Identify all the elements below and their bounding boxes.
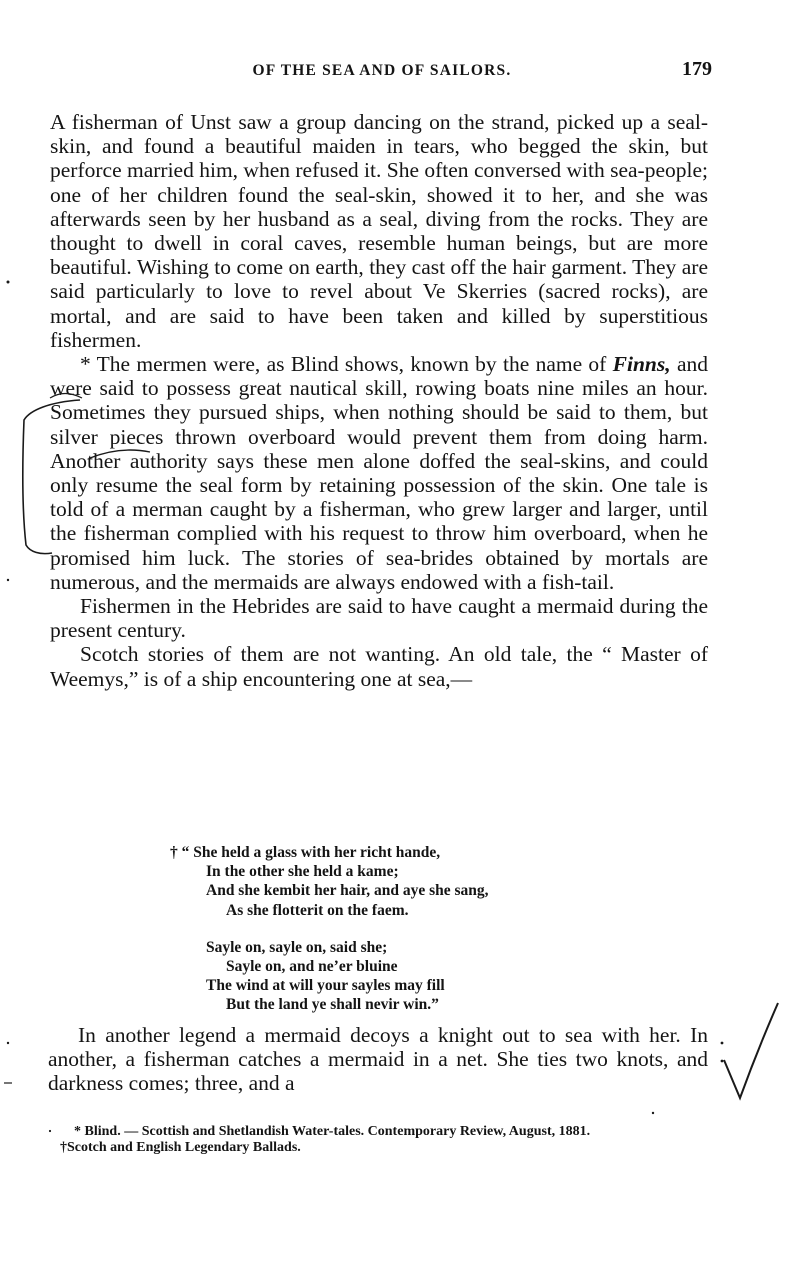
margin-dot [721,1042,724,1045]
paragraph-mermen-part-b: and were said to possess great nautical skill, rowing boats nine miles an hour. Sometimes they pursued ships, when nothing should be said to them, but silver pieces thrown overboard would prevent them from doing harm. Another authority says these men alone doffed the seal-skins, and could only resume the seal form by retaining possession of the skin. One tale is told of a merman caught by a fisherman, who grew larger and larger, until the fisherman complied with his request to throw him overboard, when he promised him luck. The stories of sea-brides obtained by mortals are numerous, and the mermaids are always endowed with a fish-tail. [50,352,708,594]
page-number: 179 [682,58,712,80]
margin-dot [7,1042,9,1044]
check-mark [724,1003,778,1098]
verse-stanza-2 [170,938,590,1015]
verse-line: The wind at will your sayles may fill [206,977,445,995]
margin-dot [7,281,10,284]
footnote-marker: * [80,352,91,377]
paragraph-mermen-part-a: The mermen were, as Blind shows, known by the name of [90,352,613,377]
page-header [52,58,712,84]
ballad-verse [170,843,590,1033]
main-text-lower [48,1023,708,1096]
verse-line: Sayle on, and ne’er bluine [226,958,398,976]
verse-line: As she flotterit on the faem. [226,901,409,919]
verse-line: And she kembit her hair, and aye she sang, [206,882,489,900]
margin-dot [7,579,9,581]
finns-term: Finns, [612,352,671,377]
running-head: OF THE SEA AND OF SAILORS. [252,62,512,79]
verse-line: † “ She held a glass with her richt hande, [170,844,441,861]
paragraph-mermen [50,352,708,594]
margin-dot [652,1112,654,1114]
paragraph-hebrides: Fishermen in the Hebrides are said to have caught a mermaid during the present century. [50,594,708,643]
paragraph-legend: In another legend a mermaid decoys a knight out to sea with her. In another, a fisherman catches a mermaid in a net. She ties two knots, and darkness comes; three, and a [48,1023,708,1096]
paragraph-scotch-stories: Scotch stories of them are not wanting. An old tale, the “ Master of Weemys,” is of a ship encountering one at sea,— [50,642,708,691]
margin-dot [721,1060,724,1063]
footnote-blind: * Blind. — Scottish and Shetlandish Water-tales. Contemporary Review, August, 1881. [74,1124,591,1139]
verse-stanza-1 [170,843,590,920]
paragraph-seal-maiden: A fisherman of Unst saw a group dancing on the strand, picked up a seal-skin, and found a beautiful maiden in tears, who begged the skin, but perforce married him, when refused it. She often conversed with sea-people; one of her children found the seal-skin, showed it to her, and she was afterwards seen by her husband as a seal, diving from the rocks. They are thought to dwell in coral caves, resemble human beings, but are more beautiful. Wishing to come on earth, they cast off the hair garment. They are said particularly to love to revel about Ve Skerries (sacred rocks), are mortal, and are said to have been taken and killed by superstitious fishermen. [50,110,708,352]
main-text-upper [50,110,708,691]
footnotes [48,1124,708,1155]
footnote-ballads: †Scotch and English Legendary Ballads. [60,1139,301,1155]
verse-line: In the other she held a kame; [206,863,399,881]
verse-line: But the land ye shall nevir win.” [226,996,439,1014]
verse-line: Sayle on, sayle on, said she; [206,938,388,956]
